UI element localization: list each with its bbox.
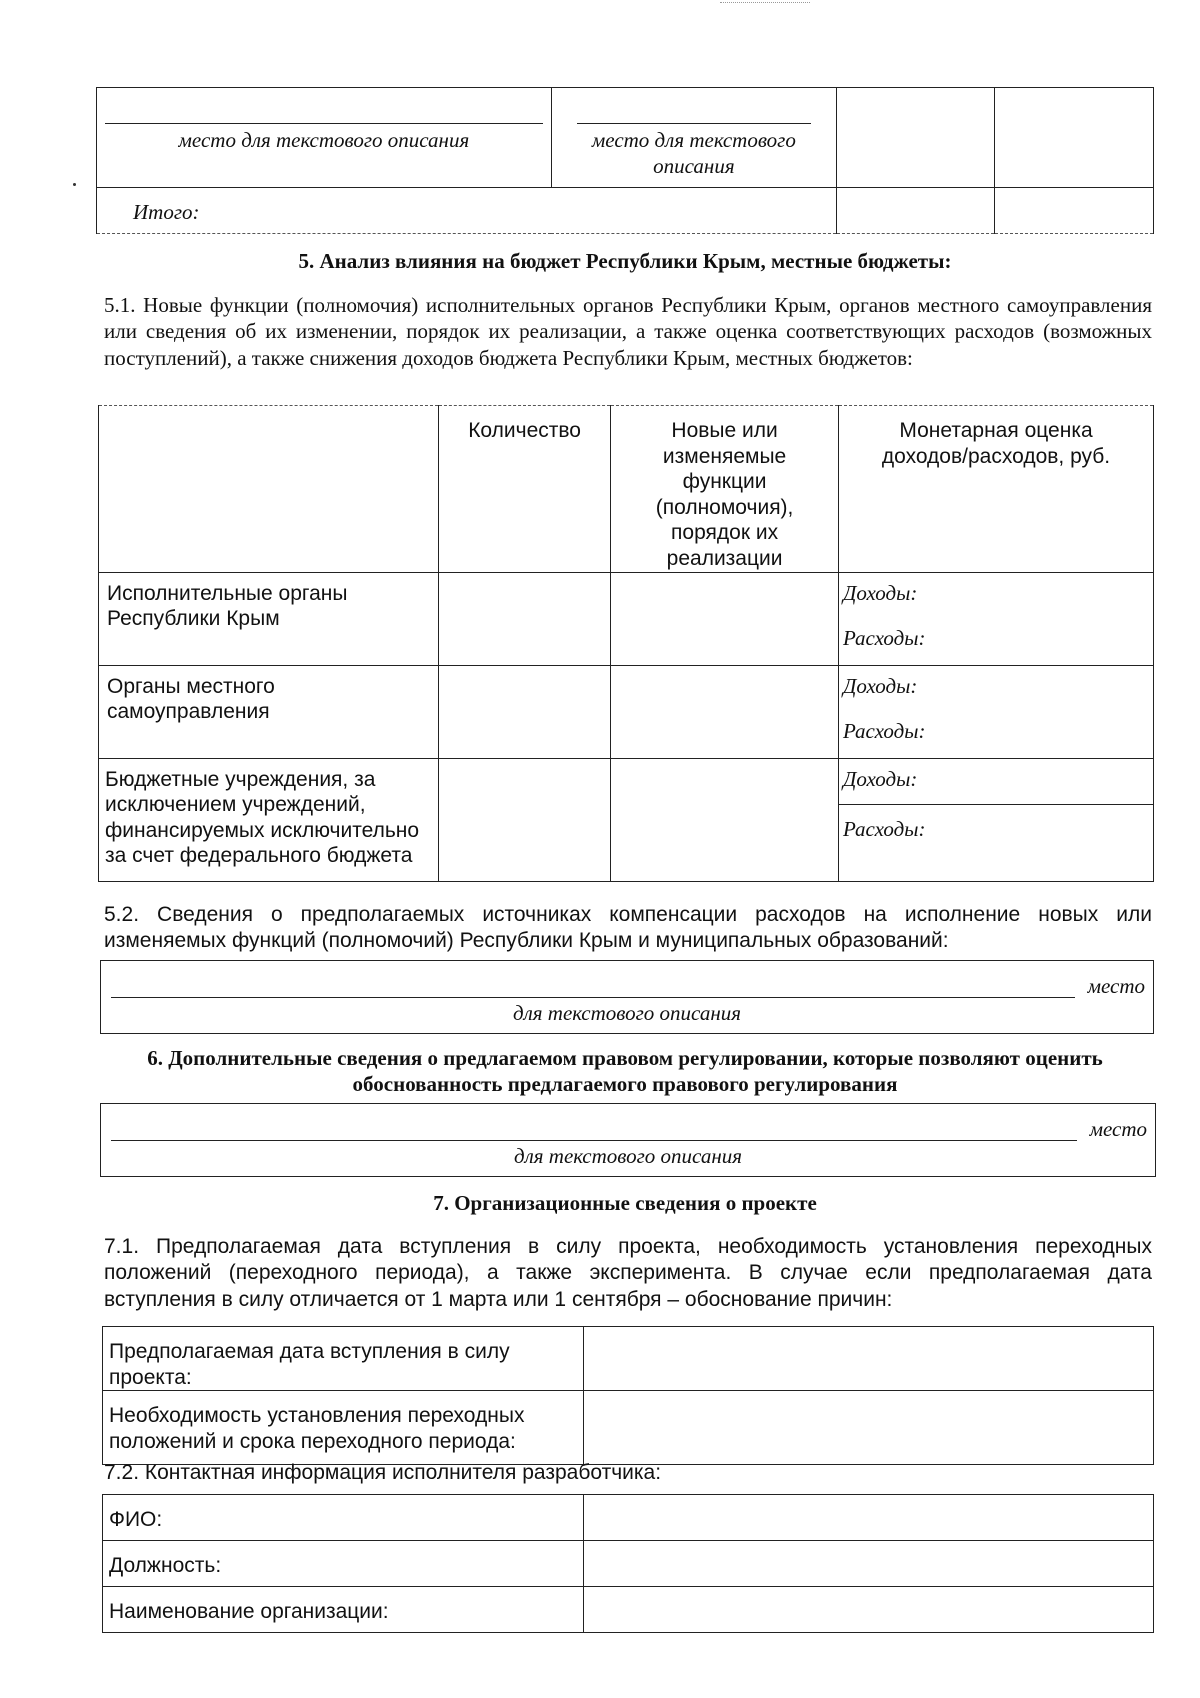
placeholder-dlya: для текстового описания xyxy=(512,1001,742,1025)
transition-label: Необходимость установления переходных положений и срока переходного периода: xyxy=(109,1404,525,1453)
top-table-cell-4 xyxy=(994,88,1153,188)
top-table-cell-2 xyxy=(551,88,836,188)
income-label: Доходы: xyxy=(839,759,1153,805)
transition-value-cell xyxy=(584,1391,1154,1465)
row-quantity-cell xyxy=(439,572,611,665)
text-description-box-5-2 xyxy=(100,960,1154,1034)
header-empty-cell xyxy=(99,406,439,573)
position-label: Должность: xyxy=(109,1554,222,1577)
section-7-heading: 7. Организационные сведения о проекте xyxy=(433,1191,817,1215)
total-row-label-cell xyxy=(97,188,837,234)
expense-label: Расходы: xyxy=(843,719,926,744)
entry-date-value-cell xyxy=(584,1327,1154,1391)
section-6-heading-line2: обоснованность предлагаемого правового регулирования xyxy=(352,1072,898,1097)
fill-line xyxy=(111,997,1075,998)
expense-label: Расходы: xyxy=(843,816,926,841)
row-monetary-cell xyxy=(839,572,1154,665)
total-label: Итого: xyxy=(133,200,200,224)
row-label-text: Бюджетные учреждения, за исключением учреждений, финансируемых исключительно за счет федерального бюджета xyxy=(105,767,420,868)
row-label xyxy=(99,758,439,881)
section-6-heading xyxy=(96,1045,1154,1098)
header-functions xyxy=(611,406,839,573)
contact-info-table xyxy=(102,1494,1154,1633)
header-quantity-text: Количество xyxy=(468,419,581,442)
budget-impact-table xyxy=(98,405,1154,882)
top-table-cell-1 xyxy=(97,88,552,188)
paragraph-7-1: 7.1. Предполагаемая дата вступления в силу проекта, необходимость установления переходных положений (переходного периода), а также эксперимента. В случае если предполагаемая дата вступления в силу отличается от 1 марта или 1 сентября – обоснование причин: xyxy=(104,1235,1152,1311)
placeholder-text: место для текстового описания xyxy=(591,128,796,178)
row-label xyxy=(99,572,439,665)
row-functions-cell xyxy=(611,758,839,881)
section-6-heading-line1: 6. Дополнительные сведения о предлагаемом правовом регулировании, которые позволяют оценить xyxy=(147,1046,1103,1070)
row-quantity-cell xyxy=(439,758,611,881)
row-quantity-cell xyxy=(439,665,611,758)
section-5-heading: 5. Анализ влияния на бюджет Республики Крым, местные бюджеты: xyxy=(298,249,952,273)
row-functions-cell xyxy=(611,665,839,758)
scan-dot xyxy=(73,183,76,186)
placeholder-dlya: для текстового описания xyxy=(513,1144,743,1168)
row-monetary-cell xyxy=(839,758,1154,881)
entry-into-force-table xyxy=(102,1326,1154,1465)
organization-value-cell xyxy=(584,1587,1154,1633)
expense-label: Расходы: xyxy=(843,626,926,651)
row-functions-cell xyxy=(611,572,839,665)
placeholder-text: место для текстового описания xyxy=(178,128,470,152)
total-row-cell-4 xyxy=(994,188,1153,234)
header-quantity xyxy=(439,406,611,573)
text-description-box-6 xyxy=(100,1103,1156,1177)
organization-label: Наименование организации: xyxy=(109,1600,389,1623)
top-continued-table xyxy=(96,87,1154,234)
transition-label-cell xyxy=(103,1391,584,1465)
top-table-cell-3 xyxy=(836,88,994,188)
scan-mark xyxy=(720,2,810,3)
header-monetary-text: Монетарная оценка доходов/расходов, руб. xyxy=(881,419,1111,468)
row-label xyxy=(99,665,439,758)
fio-label: ФИО: xyxy=(109,1508,163,1531)
header-functions-text: Новые или изменяемые функции (полномочия), порядок их реализации xyxy=(655,419,794,571)
total-row-cell-3 xyxy=(836,188,994,234)
placeholder-mesto: место xyxy=(1087,974,1145,998)
row-label-text: Исполнительные органы Республики Крым xyxy=(107,581,348,631)
fio-label-cell xyxy=(103,1495,584,1541)
position-label-cell xyxy=(103,1541,584,1587)
fio-value-cell xyxy=(584,1495,1154,1541)
header-monetary xyxy=(839,406,1154,573)
entry-date-label-cell xyxy=(103,1327,584,1391)
paragraph-5-1: 5.1. Новые функции (полномочия) исполнительных органов Республики Крым, органов местного самоуправления или сведения об их изменении, порядок их реализации, а также оценка соответствующих расходов (возможных поступлений), а также снижения доходов бюджета Республики Крым, местных бюджетов: xyxy=(104,293,1152,370)
fill-line xyxy=(111,1140,1077,1141)
income-label: Доходы: xyxy=(843,673,918,698)
income-label: Доходы: xyxy=(843,580,918,605)
organization-label-cell xyxy=(103,1587,584,1633)
paragraph-7-2: 7.2. Контактная информация исполнителя разработчика: xyxy=(104,1461,662,1484)
paragraph-5-2: 5.2. Сведения о предполагаемых источниках компенсации расходов на исполнение новых или изменяемых функций (полномочий) Республики Крым и муниципальных образований: xyxy=(104,903,1152,953)
position-value-cell xyxy=(584,1541,1154,1587)
row-monetary-cell xyxy=(839,665,1154,758)
placeholder-mesto: место xyxy=(1089,1117,1147,1141)
row-label-text: Органы местного самоуправления xyxy=(107,674,275,724)
entry-date-label: Предполагаемая дата вступления в силу проекта: xyxy=(109,1340,510,1389)
